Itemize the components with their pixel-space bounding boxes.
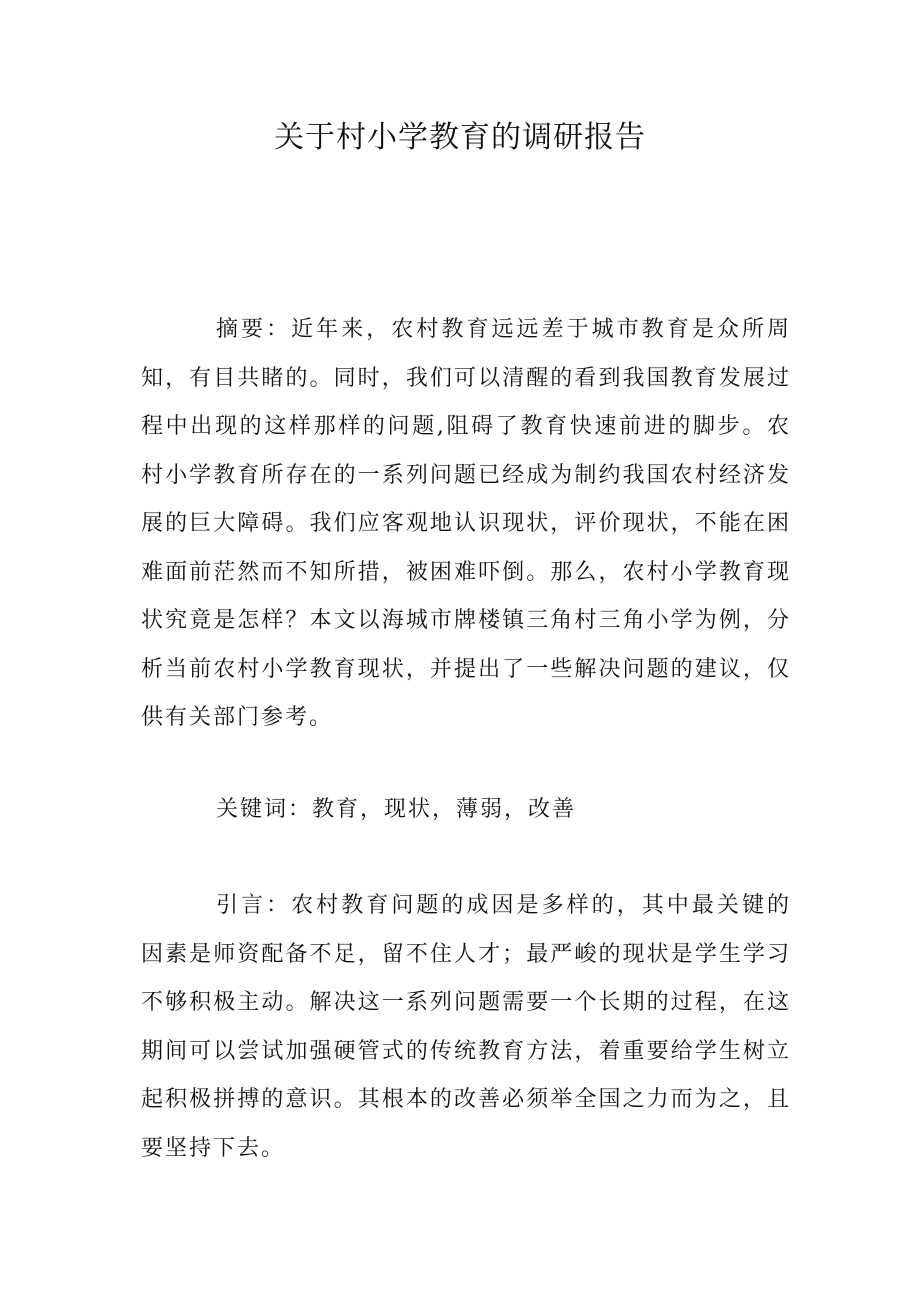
abstract-paragraph: 摘要：近年来，农村教育远远差于城市教育是众所周知，有目共睹的。同时，我们可以清醒的看到我国教育发展过程中出现的这样那样的问题,阻碍了教育快速前进的脚步。农村小学教育所存在的一系列问题已经成为制约我国农村经济发展的巨大障碍。我们应客观地认识现状，评价现状，不能在困难面前茫然而不知所措，被困难吓倒。那么，农村小学教育现状究竟是怎样？本文以海城市牌楼镇三角村三角小学为例，分析当前农村小学教育现状，并提出了一些解决问题的建议，仅供有关部门参考。 (141, 317, 791, 730)
keywords-paragraph: 关键词：教育，现状，薄弱，改善 (216, 797, 577, 822)
document-title: 关于村小学教育的调研报告 (274, 120, 646, 155)
introduction-paragraph: 引言：农村教育问题的成因是多样的，其中最关键的因素是师资配备不足，留不住人才；最严峻的现状是学生学习不够积极主动。解决这一系列问题需要一个长期的过程，在这期间可以尝试加强硬管式的传统教育方法，着重要给学生树立起积极拼搏的意识。其根本的改善必须举全国之力而为之，且要坚持下去。 (141, 893, 791, 1161)
